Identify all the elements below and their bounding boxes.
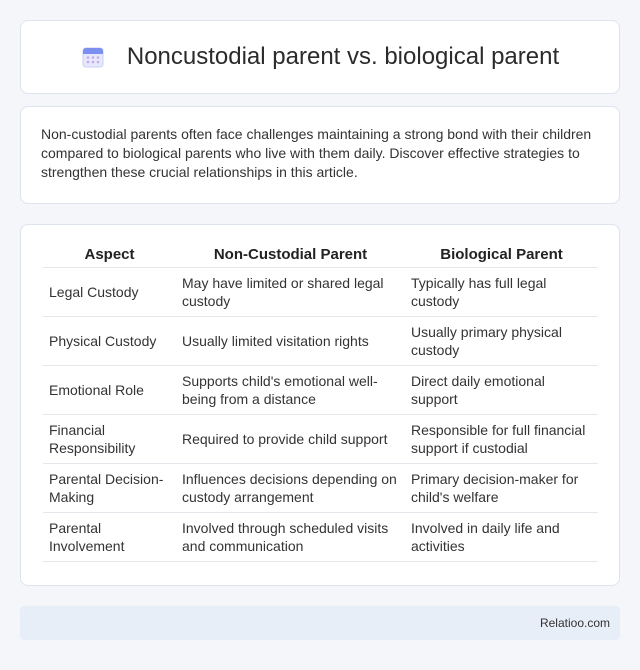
comparison-table [43,242,598,562]
table-row [43,317,598,366]
comparison-card [20,224,620,586]
page-title: Noncustodial parent vs. biological parent [126,43,560,70]
row-aspect: Parental Decision-Making [43,464,176,513]
row-non-custodial: Involved through scheduled visits and communication [176,513,405,562]
row-aspect: Legal Custody [43,268,176,317]
header-biological: Biological Parent [405,242,598,268]
row-non-custodial: May have limited or shared legal custody [176,268,405,317]
row-biological: Primary decision-maker for child's welfare [405,464,598,513]
row-non-custodial: Required to provide child support [176,415,405,464]
row-aspect: Emotional Role [43,366,176,415]
table-row [43,268,598,317]
row-aspect: Financial Responsibility [43,415,176,464]
row-non-custodial: Influences decisions depending on custody arrangement [176,464,405,513]
row-non-custodial: Supports child's emotional well-being from a distance [176,366,405,415]
row-biological: Responsible for full financial support if custodial [405,415,598,464]
calendar-icon [81,45,105,69]
footer [20,606,620,640]
row-biological: Usually primary physical custody [405,317,598,366]
row-biological: Involved in daily life and activities [405,513,598,562]
intro-card [20,106,620,204]
row-aspect: Parental Involvement [43,513,176,562]
intro-text: Non-custodial parents often face challenges maintaining a strong bond with their children compared to biological parents who live with them daily. Discover effective strategies to strengthen these crucial relationships in this article. [41,126,592,180]
title-wrap [81,43,559,71]
header-non-custodial: Non-Custodial Parent [176,242,405,268]
row-non-custodial: Usually limited visitation rights [176,317,405,366]
table-row [43,415,598,464]
header-aspect: Aspect [43,242,176,268]
row-aspect: Physical Custody [43,317,176,366]
row-biological: Typically has full legal custody [405,268,598,317]
table-row [43,366,598,415]
table-header-row [43,242,598,268]
row-biological: Direct daily emotional support [405,366,598,415]
table-row [43,464,598,513]
footer-brand[interactable]: Relatioo.com [539,616,610,630]
title-card [20,20,620,94]
table-row [43,513,598,562]
